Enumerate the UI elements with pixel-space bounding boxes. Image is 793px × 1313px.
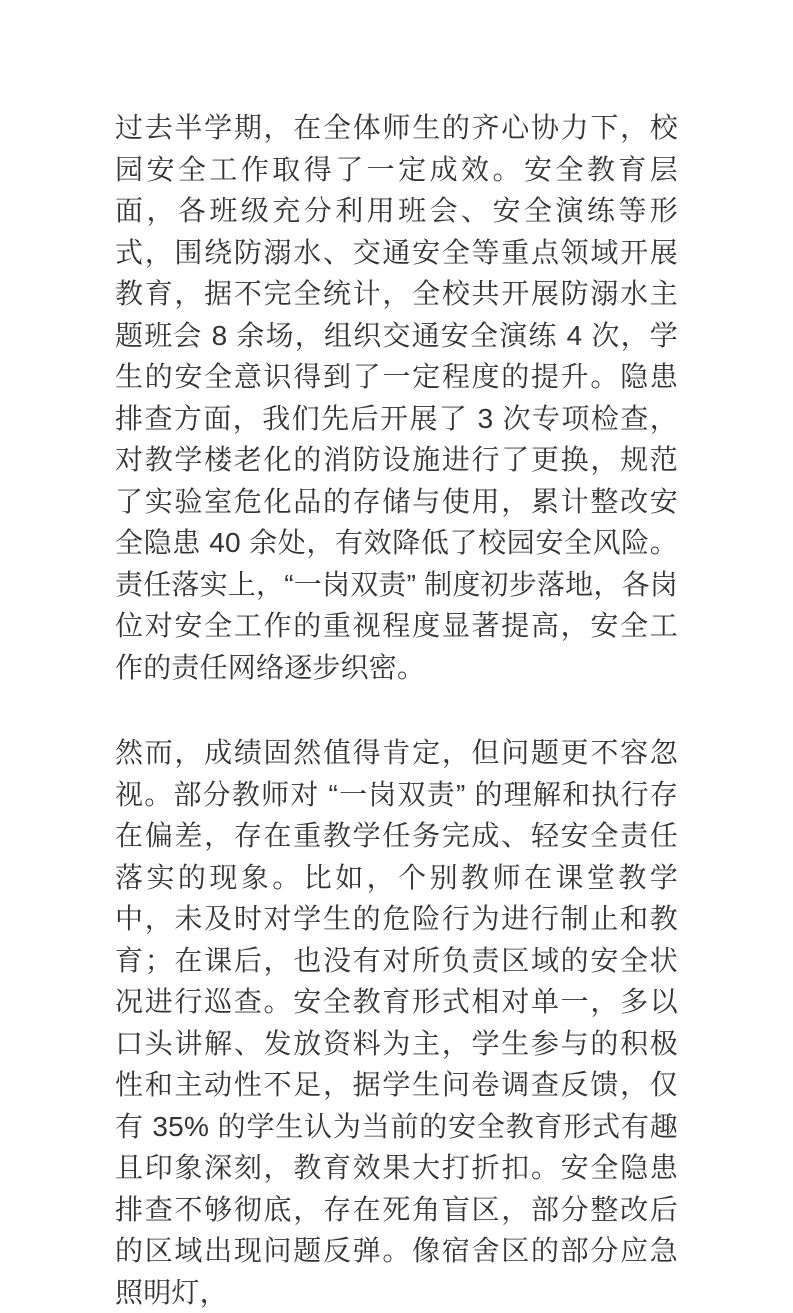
paragraph-problems-identified: 然而，成绩固然值得肯定，但问题更不容忽视。部分教师对 “一岗双责” 的理解和执行存在偏差，存在重教学任务完成、轻安全责任落实的现象。比如，个别教师在课堂教学中，未及时对学生的危险行为进行制止和教育；在课后，也没有对所负责区域的安全状况进行巡查。安全教育形式相对单一，多以口头讲解、发放资料为主，学生参与的积极性和主动性不足，据学生问卷调查反馈，仅有 35% 的学生认为当前的安全教育形式有趣且印象深刻，教育效果大打折扣。安全隐患排查不够彻底，存在死角盲区，部分整改后的区域出现问题反弹。像宿舍区的部分应急照明灯， [115, 737, 678, 1308]
paragraph-safety-achievements: 过去半学期，在全体师生的齐心协力下，校园安全工作取得了一定成效。安全教育层面，各班级充分利用班会、安全演练等形式，围绕防溺水、交通安全等重点领域开展教育，据不完全统计，全校共开展防溺水主题班会 8 余场，组织交通安全演练 4 次，学生的安全意识得到了一定程度的提升。隐患排查方面，我们先后开展了 3 次专项检查，对教学楼老化的消防设施进行了更换，规范了实验室危化品的存储与使用，累计整改安全隐患 40 余处，有效降低了校园安全风险。责任落实上，“一岗双责” 制度初步落地，各岗位对安全工作的重视程度显著提高，安全工作的责任网络逐步织密。 [115, 112, 678, 683]
